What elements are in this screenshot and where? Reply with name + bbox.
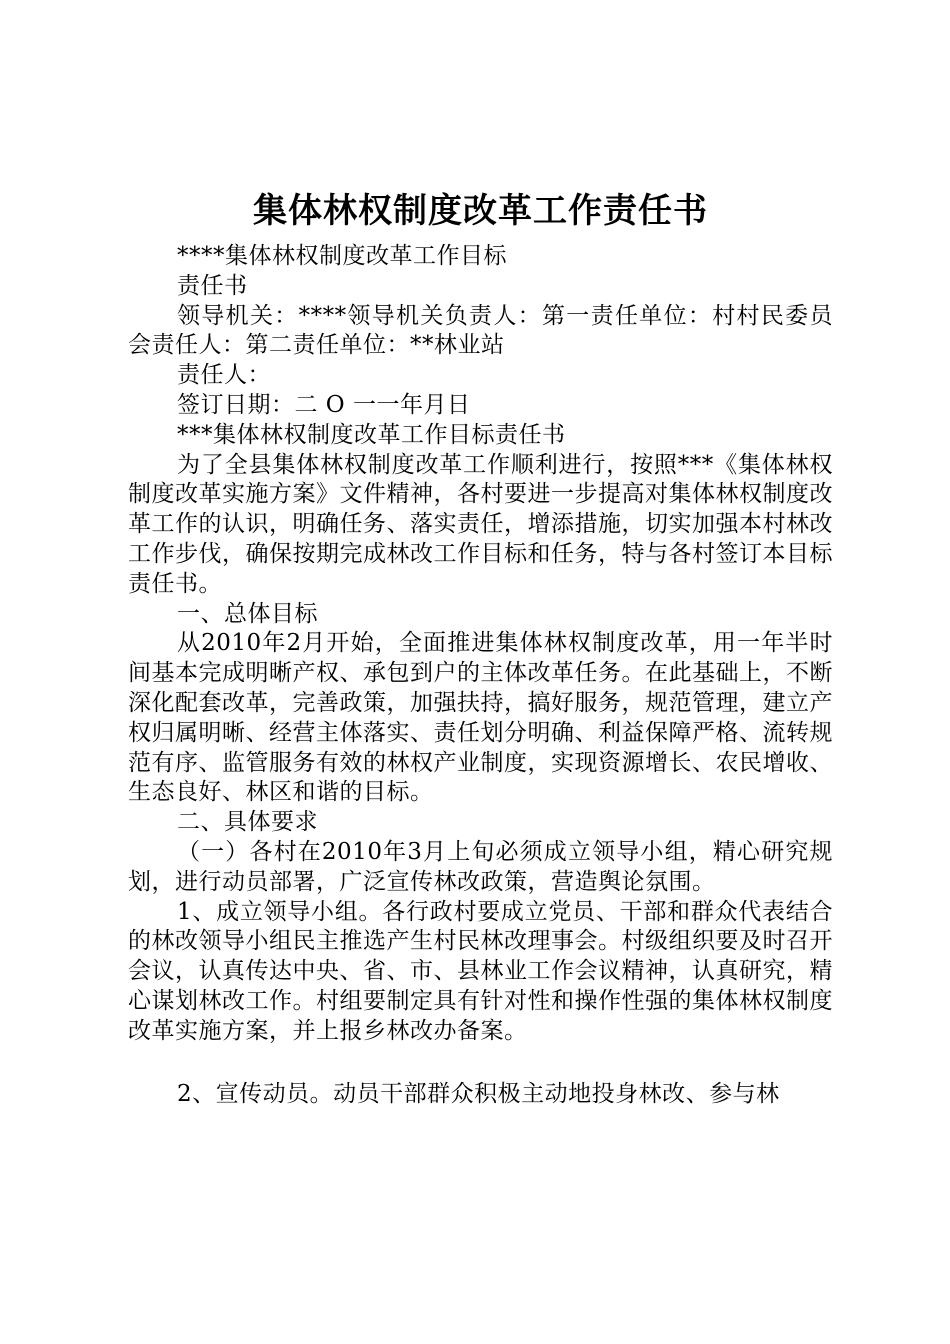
paragraph-parties: 领导机关：****领导机关负责人：第一责任单位：村村民委员会责任人：第二责任单位：**林业站 [128, 302, 833, 359]
paragraph-leadership-group: 1、成立领导小组。各行政村要成立党员、干部和群众代表结合的林改领导小组民主推选产生村民林改理事会。村级组织要及时召开会议，认真传达中央、省、市、县林业工作会议精神，认真研究，精心谋划林改工作。村组要制定具有针对性和操作性强的集体林权制度改革实施方案，并上报乡林改办备案。 [128, 898, 833, 1044]
paragraph-requirement-1: （一）各村在2010年3月上旬必须成立领导小组，精心研究规划，进行动员部署，广泛宣传林改政策，营造舆论氛围。 [128, 838, 833, 895]
section-heading-specific-requirements: 二、具体要求 [177, 809, 318, 836]
paragraph-overall-goal: 从2010年2月开始，全面推进集体林权制度改革，用一年半时间基本完成明晰产权、承包到户的主体改革任务。在此基础上，不断深化配套改革，完善政策，加强扶持，搞好服务，规范管理，建立产权归属明晰、经营主体落实、责任划分明确、利益保障严格、流转规范有序、监管服务有效的林权产业制度，实现资源增长、农民增收、生态良好、林区和谐的目标。 [128, 630, 833, 806]
paragraph-target-header: ****集体林权制度改革工作目标 [177, 243, 507, 269]
paragraph-publicity: 2、宣传动员。动员干部群众积极主动地投身林改、参与林 [177, 1080, 780, 1107]
document-title: 集体林权制度改革工作责任书 [253, 191, 708, 231]
paragraph-spacer [128, 1047, 833, 1080]
section-heading-overall-goal: 一、总体目标 [177, 600, 318, 627]
paragraph-responsibility-book: 责任书 [177, 272, 248, 299]
paragraph-signing-date: 签订日期：二 O 一一年月日 [177, 391, 471, 418]
document-page [128, 180, 833, 1109]
paragraph-subtitle: ***集体林权制度改革工作目标责任书 [177, 421, 566, 448]
paragraph-responsible-person: 责任人： [177, 362, 271, 389]
paragraph-preamble: 为了全县集体林权制度改革工作顺利进行，按照***《集体林权制度改革实施方案》文件精神，各村要进一步提高对集体林权制度改革工作的认识，明确任务、落实责任，增添措施，切实加强本村林改工作步伐，确保按期完成林改工作目标和任务，特与各村签订本目标责任书。 [128, 451, 833, 597]
